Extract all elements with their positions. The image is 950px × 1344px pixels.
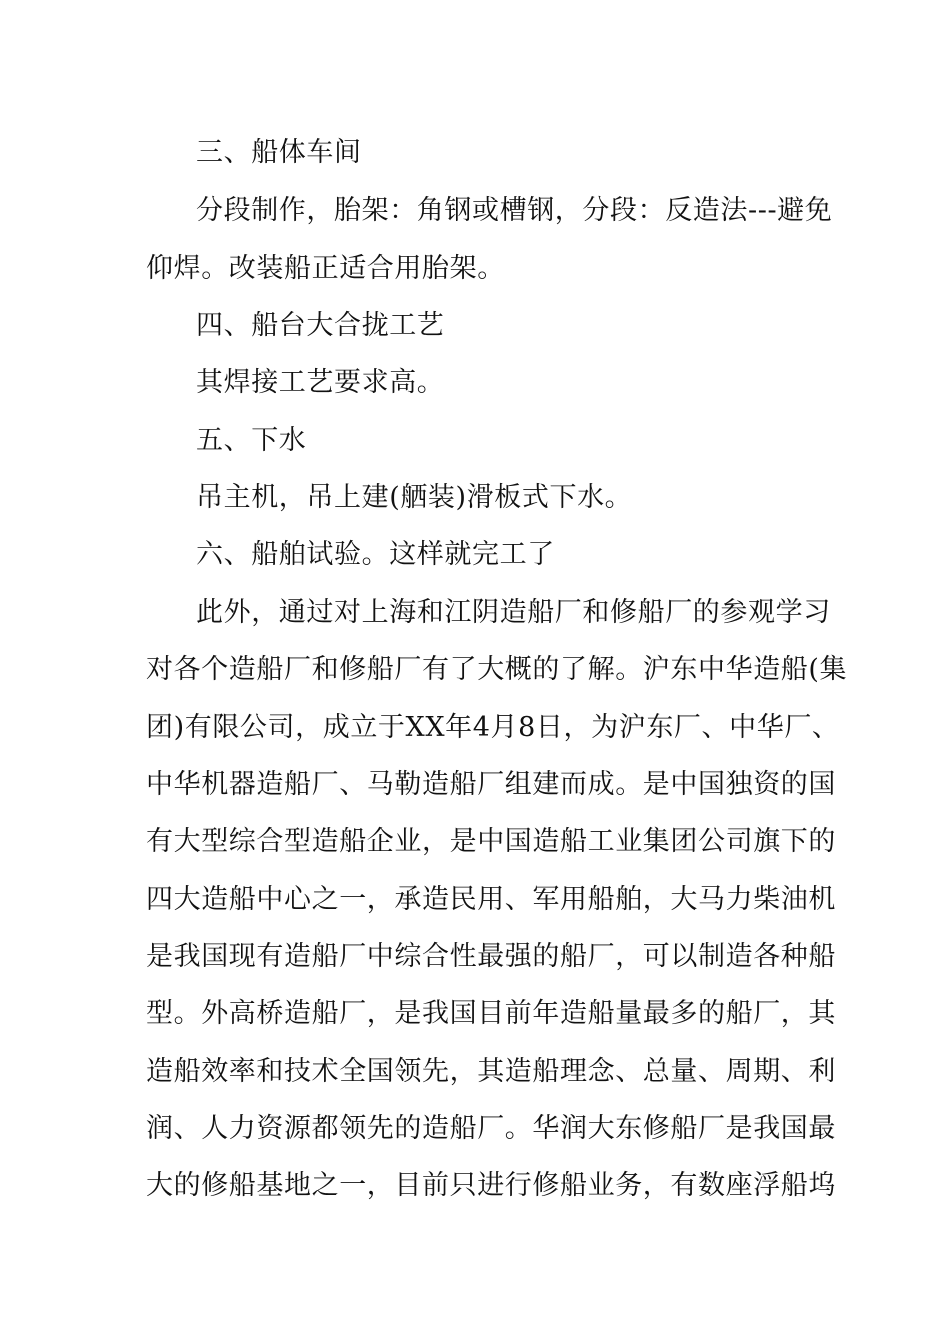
paragraph-line: 型。外高桥造船厂，是我国目前年造船量最多的船厂，其 [146, 998, 836, 1029]
paragraph-line: 此外，通过对上海和江阴造船厂和修船厂的参观学习 [196, 597, 831, 628]
paragraph-line: 四大造船中心之一，承造民用、军用船舶，大马力柴油机 [146, 884, 836, 915]
paragraph-line: 是我国现有造船厂中综合性最强的船厂，可以制造各种船 [146, 941, 836, 972]
paragraph-line: 大的修船基地之一，目前只进行修船业务，有数座浮船坞 [146, 1170, 836, 1201]
paragraph-line: 分段制作，胎架：角钢或槽钢，分段：反造法---避免 [196, 195, 833, 226]
paragraph-line: 仰焊。改装船正适合用胎架。 [146, 253, 505, 284]
section-heading-berth-assembly: 四、船台大合拢工艺 [196, 310, 445, 341]
section-heading-ship-trials: 六、船舶试验。这样就完工了 [196, 539, 555, 570]
paragraph-line: 吊主机，吊上建(舾装)滑板式下水。 [196, 482, 633, 513]
paragraph-line: 润、人力资源都领先的造船厂。华润大东修船厂是我国最 [146, 1113, 836, 1144]
paragraph-line: 其焊接工艺要求高。 [196, 367, 445, 398]
paragraph-line: 团)有限公司，成立于XX年4月8日，为沪东厂、中华厂、 [146, 712, 840, 743]
paragraph-line: 对各个造船厂和修船厂有了大概的了解。沪东中华造船(集 [146, 654, 848, 685]
paragraph-line: 造船效率和技术全国领先，其造船理念、总量、周期、利 [146, 1056, 836, 1087]
section-heading-launching: 五、下水 [196, 425, 307, 456]
paragraph-line: 中华机器造船厂、马勒造船厂组建而成。是中国独资的国 [146, 769, 836, 800]
paragraph-line: 有大型综合型造船企业，是中国造船工业集团公司旗下的 [146, 826, 836, 857]
section-heading-hull-workshop: 三、船体车间 [196, 137, 362, 168]
